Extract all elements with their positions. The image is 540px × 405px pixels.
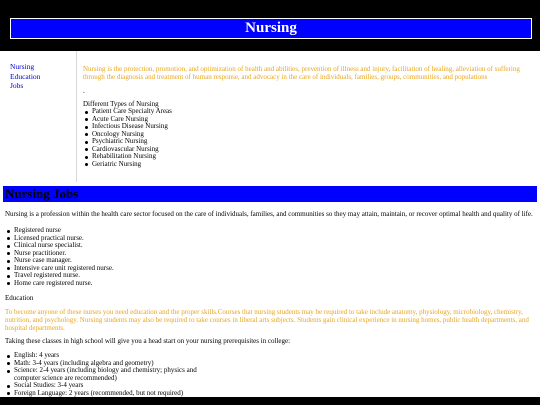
intro-dot: .: [83, 87, 85, 95]
list-item: Geriatric Nursing: [83, 161, 383, 169]
types-list: [83, 108, 383, 168]
jobs-list: [5, 227, 305, 287]
types-heading: Different Types of Nursing: [83, 100, 159, 108]
list-item: Licensed practical nurse.: [5, 235, 305, 243]
list-item: Rehabilitation Nursing: [83, 153, 383, 161]
list-item: Cardiovascular Nursing: [83, 146, 383, 154]
list-item: Social Studies: 3-4 years: [5, 382, 205, 390]
classes-intro: Taking these classes in high school will give you a head start on your nursing prerequisites in college:: [5, 337, 291, 345]
list-item: Nurse practitioner.: [5, 250, 305, 258]
list-item: Registered nurse: [5, 227, 305, 235]
list-item: Patient Care Specialty Areas: [83, 108, 383, 116]
bottom-bar: [0, 397, 540, 405]
classes-list: [5, 352, 205, 397]
intro-paragraph: Nursing is the protection, promotion, and optimization of health and abilities, prevention of illness and injury, facilitation of healing, alleviation of suffering through the diagnosis and treatment of human response, and advocacy in the care of individuals, families, groups, communities, and populations: [83, 65, 520, 81]
list-item: Oncology Nursing: [83, 131, 383, 139]
list-item: Infectious Disease Nursing: [83, 123, 383, 131]
list-item: Home care registered nurse.: [5, 280, 305, 288]
jobs-intro: Nursing is a profession within the health care sector focused on the care of individuals, families, and communities so they may attain, maintain, or recover optimal health and quality of life.: [5, 210, 533, 218]
education-paragraph: To become anyone of these nurses you need education and the proper skills.Courses that nursing students may be required to take include anatomy, physiology, microbiology, chemistry, nutrition, and psychology. Nursing students may also be required to take courses in liberal arts subjects. Students gain clinical experience in nursing homes, public health departments, and hospital departments.: [5, 308, 529, 332]
top-bar: [0, 0, 540, 51]
sidebar-link-nursing[interactable]: Nursing: [10, 62, 35, 71]
education-label: Education: [5, 294, 34, 302]
list-item: Science: 2-4 years (including biology and chemistry; physics and computer science are recommended): [5, 367, 205, 382]
jobs-title: Nursing Jobs: [5, 186, 79, 201]
jobs-header: [3, 186, 537, 202]
list-item: Acute Care Nursing: [83, 116, 383, 124]
sidebar-divider: [76, 51, 77, 182]
list-item: Intensive care unit registered nurse.: [5, 265, 305, 273]
page-title: Nursing: [10, 18, 532, 39]
list-item: English: 4 years: [5, 352, 205, 360]
list-item: Psychiatric Nursing: [83, 138, 383, 146]
list-item: Travel registered nurse.: [5, 272, 305, 280]
list-item: Math: 3-4 years (including algebra and geometry): [5, 360, 205, 368]
sidebar-link-education[interactable]: Education: [10, 71, 41, 81]
sidebar-nav: [10, 62, 74, 91]
list-item: Nurse case manager.: [5, 257, 305, 265]
list-item: Foreign Language: 2 years (recommended, but not required): [5, 390, 205, 398]
sidebar-link-jobs[interactable]: Jobs: [10, 81, 24, 90]
list-item: Clinical nurse specialist.: [5, 242, 305, 250]
